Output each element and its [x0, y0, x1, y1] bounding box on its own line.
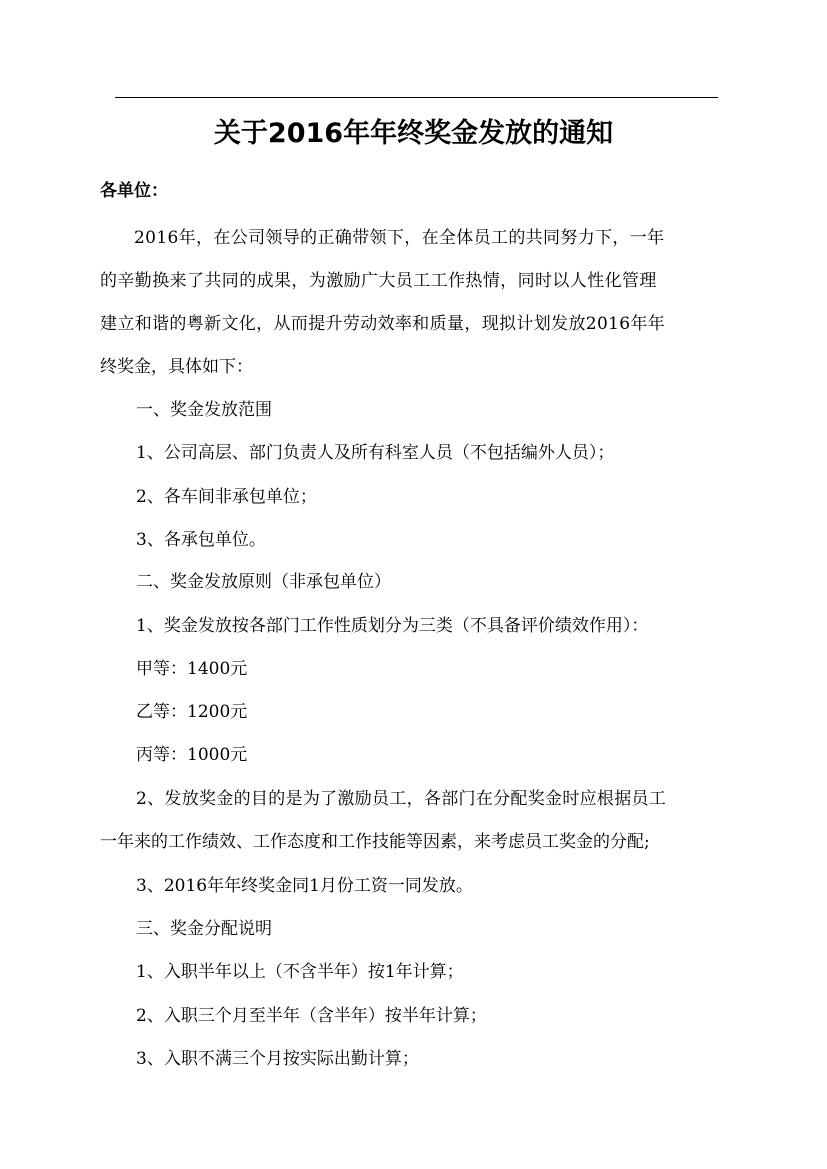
principle-line: 一年来的工作绩效、工作态度和工作技能等因素，来考虑员工奖金的分配;	[100, 832, 650, 852]
scope-item: 3、各承包单位。	[136, 530, 266, 550]
allocation-item: 3、入职不满三个月按实际出勤计算；	[136, 1049, 419, 1069]
intro-line: 终奖金，具体如下：	[100, 357, 253, 377]
principle-item: 1、奖金发放按各部门工作性质划分为三类（不具备评价绩效作用）：	[136, 616, 649, 636]
allocation-item: 1、入职半年以上（不含半年）按1年计算；	[136, 962, 464, 982]
intro-line: 2016年，在公司领导的正确带领下，在全体员工的共同努力下，一年	[134, 228, 665, 248]
document-title: 关于2016年年终奖金发放的通知	[213, 118, 614, 149]
intro-line: 的辛勤换来了共同的成果，为激励广大员工工作热情，同时以人性化管理	[100, 271, 657, 291]
section-heading-allocation: 三、奖金分配说明	[136, 919, 272, 939]
grade-b: 乙等：1200元	[136, 702, 248, 722]
allocation-item: 2、入职三个月至半年（含半年）按半年计算；	[136, 1006, 487, 1026]
scope-item: 2、各车间非承包单位；	[136, 487, 317, 507]
header-rule	[115, 97, 718, 98]
principle-line: 2、发放奖金的目的是为了激励员工，各部门在分配奖金时应根据员工	[136, 789, 667, 809]
scope-item: 1、公司高层、部门负责人及所有科室人员（不包括编外人员）；	[136, 443, 615, 463]
grade-c: 丙等：1000元	[136, 745, 248, 765]
principle-item-2	[100, 784, 727, 870]
intro-line: 建立和谐的粤新文化，从而提升劳动效率和质量，现拟计划发放2016年年	[100, 314, 666, 334]
salutation: 各单位：	[100, 181, 168, 201]
intro-paragraph	[100, 223, 727, 395]
section-heading-scope: 一、奖金发放范围	[136, 400, 272, 420]
principle-item: 3、2016年年终奖金同1月份工资一同发放。	[136, 876, 473, 896]
section-heading-principles: 二、奖金发放原则（非承包单位）	[136, 572, 391, 592]
grade-a: 甲等：1400元	[136, 659, 248, 679]
